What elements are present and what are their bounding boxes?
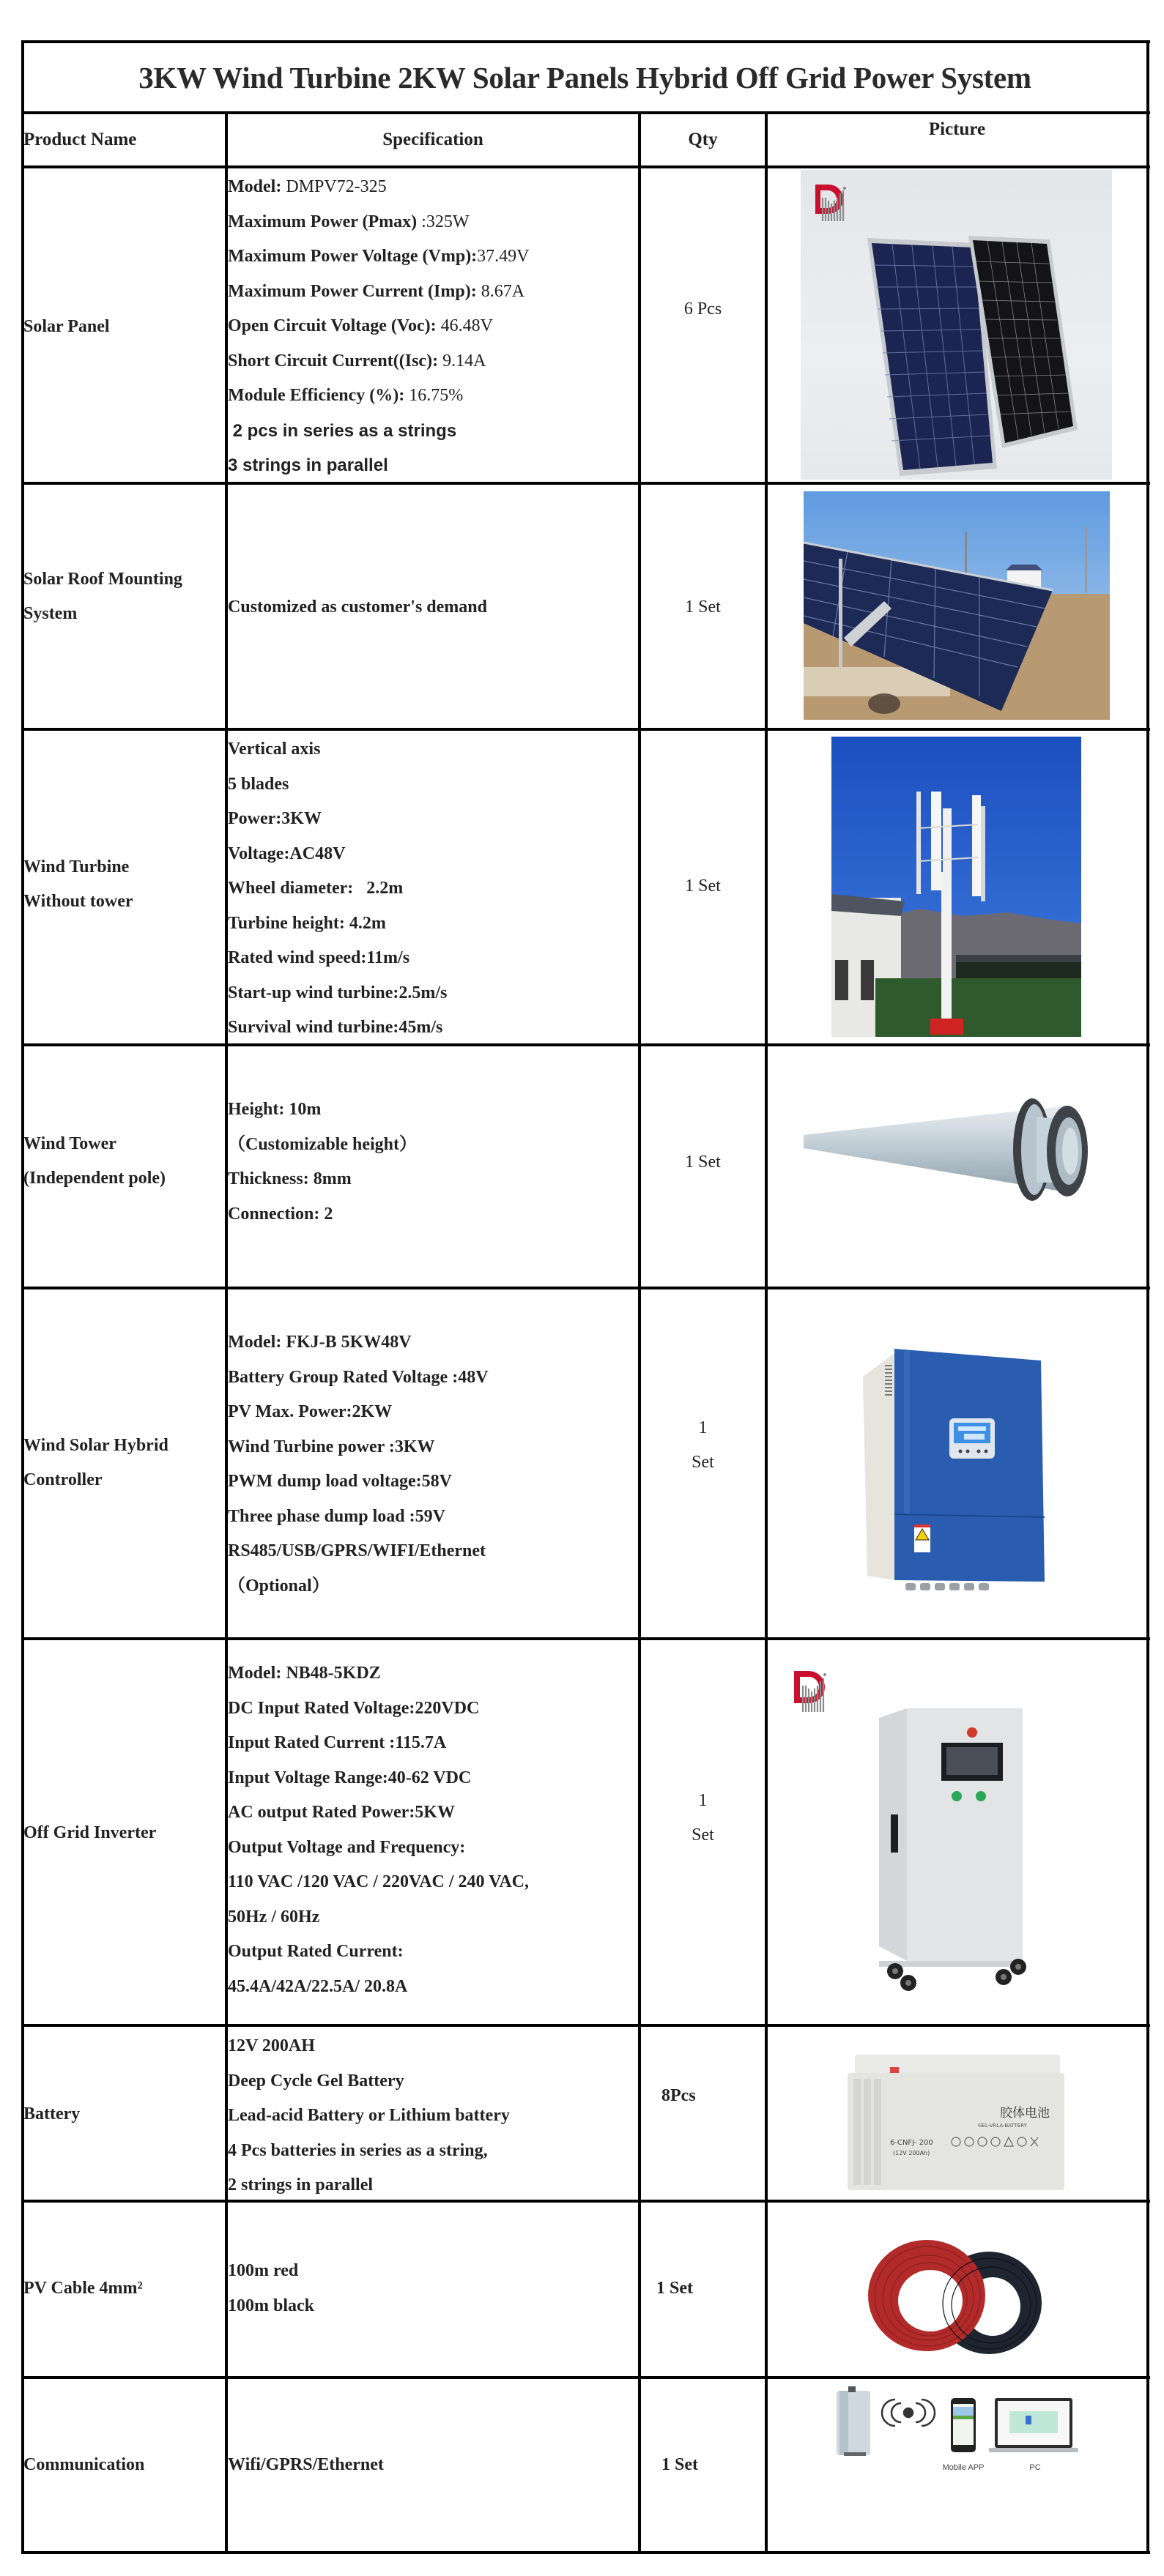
spec-label: Module Efficiency (%): — [228, 386, 405, 405]
spec-label: Model: FKJ-B 5KW48V — [228, 1333, 412, 1352]
quantity-line: 1 — [698, 1791, 708, 1810]
spec-label: Survival wind turbine:45m/s — [228, 1018, 443, 1037]
spec-label: AC output Rated Power:5KW — [228, 1803, 455, 1822]
hybrid-controller-image — [861, 1347, 1053, 1596]
spec-line — [228, 1128, 638, 1163]
spec-line — [228, 1831, 638, 1866]
spec-line — [228, 1197, 638, 1232]
spec-label: 45.4A/42A/22.5A/ 20.8A — [228, 1976, 408, 1996]
spec-line — [228, 344, 638, 379]
spec-line — [228, 1162, 638, 1197]
mobile-app-label: Mobile APP — [942, 2463, 985, 2472]
spec-label: Connection: 2 — [228, 1204, 333, 1224]
spec-line — [228, 1900, 638, 1935]
quantity-line: Set — [692, 1825, 714, 1844]
spec-value: :325W — [417, 212, 470, 231]
product-name — [23, 1429, 221, 1497]
spec-line — [228, 1325, 638, 1360]
spec-line — [228, 732, 638, 767]
spec-label: Input Voltage Range:40-62 VDC — [228, 1768, 472, 1787]
spec-line — [228, 1970, 638, 2005]
row-divider — [21, 1637, 1150, 1640]
spec-value: 8.67A — [476, 281, 525, 301]
specification-list — [228, 2448, 638, 2483]
spec-line: 3 strings in parallel — [228, 455, 388, 475]
spec-line — [228, 590, 638, 625]
spec-line — [228, 837, 638, 872]
specification-list — [228, 590, 638, 625]
spec-line — [228, 1395, 638, 1430]
row-divider — [21, 1287, 1150, 1289]
spec-value: 9.14A — [438, 351, 486, 371]
spec-label: Maximum Power Current (Imp): — [228, 281, 477, 301]
quantity: 1 Set — [685, 598, 721, 617]
table-border-top — [21, 40, 1150, 43]
quantity: 1 Set — [661, 2455, 698, 2474]
spec-line — [228, 976, 638, 1011]
spec-line — [228, 1360, 638, 1396]
spec-label: Output Voltage and Frequency: — [228, 1837, 466, 1857]
header-specification: Specification — [382, 130, 483, 149]
product-name-line: Wind Solar Hybrid — [23, 1436, 168, 1455]
dmi-logo-icon — [794, 1671, 826, 1712]
spec-label: Three phase dump load :59V — [228, 1506, 445, 1526]
row-divider — [21, 2024, 1150, 2027]
specification-list — [228, 1656, 638, 2004]
solar-panel-image — [801, 170, 1112, 480]
quantity: 1 Set — [656, 2279, 693, 2298]
battery-image — [846, 2051, 1067, 2195]
spec-line — [228, 1569, 638, 1604]
column-divider — [765, 111, 768, 2554]
controller-cabinet-illustration — [861, 1347, 1053, 1596]
spec-line — [228, 2168, 638, 2203]
spec-label: Input Rated Current :115.7A — [228, 1733, 447, 1752]
spec-line — [228, 1092, 638, 1128]
spec-label: Lead-acid Battery or Lithium battery — [228, 2106, 510, 2125]
spec-label: （Optional） — [228, 1576, 330, 1596]
spec-label: （Customizable height） — [228, 1134, 417, 1154]
spec-label: 12V 200AH — [228, 2036, 315, 2055]
product-name-line: Off Grid Inverter — [23, 1823, 157, 1842]
solar-panel-illustration — [801, 170, 1112, 480]
product-name — [23, 850, 221, 919]
product-name — [23, 1127, 221, 1196]
spec-line — [228, 170, 638, 205]
spec-label: Power:3KW — [228, 809, 322, 828]
spec-label: Maximum Power Voltage (Vmp): — [228, 247, 478, 266]
spec-line — [228, 2134, 638, 2169]
quantity: 6 Pcs — [683, 299, 722, 319]
spec-label: Wind Turbine power :3KW — [228, 1437, 435, 1456]
specification-list — [228, 732, 638, 1046]
quantity — [640, 1411, 766, 1480]
svg-text:6-CNFJ- 200: 6-CNFJ- 200 — [890, 2139, 933, 2147]
communication-image — [828, 2383, 1091, 2479]
quantity-line: Set — [692, 1453, 714, 1472]
spec-label: Customized as customer's demand — [228, 598, 487, 617]
row-divider — [21, 2376, 1150, 2379]
ground-mount-illustration — [804, 491, 1110, 720]
spec-label: Model: NB48-5KDZ — [228, 1664, 381, 1683]
spec-line — [228, 2448, 638, 2483]
product-name — [23, 562, 221, 631]
table-border-bottom — [21, 2551, 1150, 2554]
gel-battery-illustration — [846, 2051, 1067, 2195]
dmi-logo-icon — [815, 185, 846, 221]
product-name — [23, 2097, 221, 2132]
header-qty: Qty — [688, 130, 718, 149]
spec-label: 110 VAC /120 VAC / 220VAC / 240 VAC, — [228, 1872, 529, 1891]
wireless-signal-icon — [882, 2400, 935, 2426]
inverter-cabinet-illustration — [791, 1668, 1048, 2001]
inverter-image — [791, 1668, 1048, 2001]
spec-line — [228, 1534, 638, 1569]
spec-label: 100m red — [228, 2261, 299, 2280]
specification-list — [228, 170, 638, 483]
svg-text:GEL-VRLA-BATTERY: GEL-VRLA-BATTERY — [978, 2123, 1027, 2129]
spec-line — [228, 1865, 638, 1900]
spec-label: Voltage:AC48V — [228, 844, 346, 863]
spec-line — [228, 1795, 638, 1831]
spec-line — [228, 1691, 638, 1727]
column-divider — [638, 111, 641, 2554]
product-name-line: Solar Roof Mounting — [23, 570, 182, 589]
quantity — [640, 1784, 766, 1853]
svg-text:(12V 200Ah): (12V 200Ah) — [893, 2150, 930, 2156]
communication-illustration — [828, 2383, 1091, 2479]
spec-line — [228, 1726, 638, 1761]
specification-list — [228, 2029, 638, 2203]
mounting-system-image — [804, 491, 1110, 720]
product-name-line: Without tower — [23, 892, 133, 911]
spec-label: 5 blades — [228, 774, 289, 794]
spec-label: Battery Group Rated Voltage :48V — [228, 1367, 489, 1387]
product-name-line: Communication — [23, 2455, 145, 2474]
wifi-module-icon — [837, 2386, 870, 2456]
spec-line — [228, 1010, 638, 1046]
laptop-icon — [989, 2398, 1078, 2452]
spec-label: PV Max. Power:2KW — [228, 1402, 393, 1421]
spec-line — [228, 2289, 638, 2324]
spec-label: Open Circuit Voltage (Voc): — [228, 316, 437, 335]
wind-turbine-image — [831, 737, 1081, 1037]
spec-label: 100m black — [228, 2296, 315, 2315]
spec-line — [228, 1656, 638, 1691]
product-name-line: (Independent pole) — [23, 1169, 166, 1188]
spec-label: Start-up wind turbine:2.5m/s — [228, 983, 448, 1002]
spec-line — [228, 1500, 638, 1535]
document-title: 3KW Wind Turbine 2KW Solar Panels Hybrid Off Grid Power System — [138, 60, 1031, 94]
spec-line — [228, 2099, 638, 2134]
spec-label: Wifi/GPRS/Ethernet — [228, 2455, 384, 2474]
spec-label: PWM dump load voltage:58V — [228, 1472, 452, 1491]
quantity: 1 Set — [685, 1153, 721, 1172]
spec-value: 37.49V — [477, 247, 530, 266]
spec-label: Deep Cycle Gel Battery — [228, 2071, 404, 2091]
product-name-line: Solar Panel — [23, 317, 110, 336]
spec-line — [228, 941, 638, 976]
spec-label: Output Rated Current: — [228, 1942, 404, 1961]
spec-label: Height: 10m — [228, 1100, 322, 1119]
table-border-right — [1146, 40, 1149, 2554]
row-divider — [21, 165, 1150, 168]
spec-line — [228, 1464, 638, 1500]
spec-line — [228, 1935, 638, 1970]
mobile-phone-icon — [951, 2398, 976, 2452]
spec-line: 2 pcs in series as a strings — [228, 420, 457, 441]
tower-pole-illustration — [804, 1091, 1110, 1212]
specification-list — [228, 2254, 638, 2323]
spec-line — [228, 2064, 638, 2099]
spec-label: DC Input Rated Voltage:220VDC — [228, 1698, 480, 1718]
spec-label: RS485/USB/GPRS/WIFI/Ethernet — [228, 1541, 486, 1560]
spec-label: Thickness: 8mm — [228, 1169, 352, 1188]
spec-line — [228, 871, 638, 907]
pc-label: PC — [1029, 2463, 1041, 2472]
spec-line — [228, 1761, 638, 1796]
spec-line — [228, 379, 638, 414]
product-name-line: Wind Turbine — [23, 857, 130, 876]
spec-line — [228, 2254, 638, 2289]
spec-line — [228, 205, 638, 240]
product-name-line: PV Cable 4mm² — [23, 2279, 143, 2298]
product-name-line: Battery — [23, 2104, 81, 2123]
spec-line — [228, 2029, 638, 2064]
spec-label: Rated wind speed:11m/s — [228, 948, 410, 967]
spec-value: 46.48V — [436, 316, 494, 335]
specification-list — [228, 1092, 638, 1232]
header-product-name: Product Name — [23, 130, 137, 149]
wind-tower-image — [804, 1091, 1110, 1212]
vertical-wind-turbine-illustration — [831, 737, 1081, 1037]
spec-line — [228, 1430, 638, 1465]
spec-label: 50Hz / 60Hz — [228, 1907, 320, 1927]
product-name — [23, 2271, 221, 2306]
spec-label: Model: — [228, 177, 282, 196]
spec-label: Maximum Power (Pmax) — [228, 212, 418, 231]
spec-value: DMPV72-325 — [281, 177, 387, 196]
table-border-left — [21, 40, 24, 2554]
product-name-line: Controller — [23, 1470, 103, 1489]
product-name — [23, 2448, 221, 2482]
spec-value: 16.75% — [404, 386, 464, 405]
product-name-line: Wind Tower — [23, 1134, 116, 1153]
row-divider — [21, 728, 1150, 731]
header-picture: Picture — [928, 119, 986, 139]
spec-line — [228, 767, 638, 803]
product-name — [23, 1816, 221, 1850]
specification-list — [228, 1325, 638, 1604]
spec-label: Vertical axis — [228, 740, 321, 759]
spec-line — [228, 309, 638, 344]
svg-text:胶体电池: 胶体电池 — [1000, 2106, 1050, 2121]
spec-line — [228, 275, 638, 310]
quantity-line: 1 — [698, 1418, 708, 1437]
quantity: 8Pcs — [661, 2086, 696, 2105]
product-name — [23, 310, 221, 344]
pv-cable-image — [857, 2233, 1048, 2361]
quantity: 1 Set — [685, 876, 721, 896]
product-name-line: System — [23, 604, 78, 623]
cable-coils-illustration — [857, 2233, 1048, 2361]
spec-label: 2 strings in parallel — [228, 2175, 374, 2195]
spec-label: 4 Pcs batteries in series as a string, — [228, 2140, 488, 2160]
spec-label: Wheel diameter: 2.2m — [228, 879, 404, 898]
spec-label: Short Circuit Current((Isc): — [228, 351, 439, 371]
spec-line — [228, 907, 638, 942]
spec-label: Turbine height: 4.2m — [228, 913, 386, 933]
spec-line — [228, 802, 638, 837]
spec-line — [228, 239, 638, 275]
row-divider — [21, 111, 1150, 114]
